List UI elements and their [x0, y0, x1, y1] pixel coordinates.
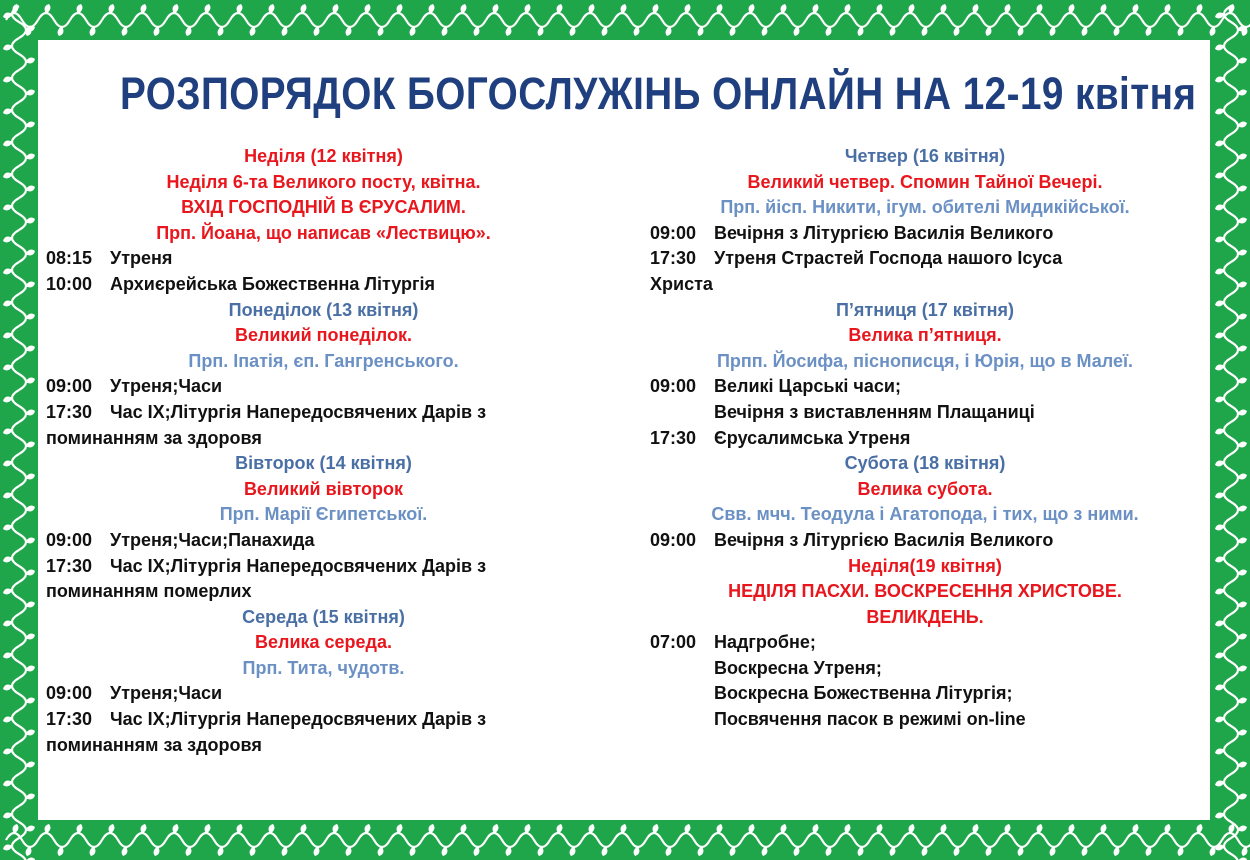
leaf-ornament — [3, 614, 35, 646]
leaf-ornament — [3, 774, 35, 806]
service-name: Час ІХ;Літургія Напередосвячених Дарів з — [110, 555, 487, 576]
service-name: Вечірня з Літургією Василія Великого — [714, 529, 1054, 550]
saint-commemoration: Прпп. Йосифа, піснописця, і Юрія, що в Малеї. — [716, 350, 1134, 371]
leaf-ornament — [390, 4, 422, 36]
service-time: 08:15 — [46, 248, 93, 269]
leaf-ornament — [998, 824, 1030, 856]
service-entry — [650, 630, 1200, 656]
leaf-ornament — [1215, 198, 1247, 230]
service-name: Утреня;Часи;Панахида — [110, 529, 315, 550]
service-name: Великі Царські часи; — [714, 376, 901, 397]
leaf-ornament — [678, 824, 710, 856]
service-entry — [46, 400, 601, 426]
service-name-continued: поминанням за здоровя — [46, 427, 262, 448]
leaf-ornament — [1215, 710, 1247, 742]
service-name-continued: Христа — [650, 273, 713, 294]
leaf-ornament — [1215, 102, 1247, 134]
content-panel — [38, 40, 1210, 820]
service-entry — [650, 528, 1200, 554]
leaf-ornament — [3, 742, 35, 774]
service-time: 09:00 — [650, 376, 697, 397]
leaf-ornament — [678, 4, 710, 36]
leaf-ornament — [902, 4, 934, 36]
service-time: 09:00 — [46, 376, 93, 397]
service-name: Єрусалимська Утреня — [714, 427, 911, 448]
leaf-ornament — [1094, 824, 1126, 856]
day-heading: Четвер (16 квітня) — [844, 146, 1006, 166]
feast-name: Велика середа. — [255, 632, 392, 653]
service-name-continued: поминанням померлих — [46, 581, 252, 602]
leaf-ornament — [582, 4, 614, 36]
leaf-ornament — [1062, 4, 1094, 36]
leaf-ornament — [1158, 824, 1190, 856]
leaf-ornament — [230, 4, 262, 36]
leaf-ornament — [3, 166, 35, 198]
leaf-ornament — [166, 4, 198, 36]
leaf-ornament — [582, 824, 614, 856]
saint-commemoration: Прп. Іпатія, єп. Гангренського. — [188, 350, 459, 371]
leaf-ornament — [70, 4, 102, 36]
service-entry — [46, 681, 601, 707]
leaf-ornament — [102, 824, 134, 856]
leaf-ornament — [3, 646, 35, 678]
leaf-ornament — [1215, 358, 1247, 390]
service-time: 17:30 — [46, 709, 93, 730]
leaf-ornament — [1215, 134, 1247, 166]
leaf-ornament — [1215, 582, 1247, 614]
saint-commemoration: Прп. Марії Єгипетської. — [219, 504, 428, 525]
leaf-ornament — [1126, 4, 1158, 36]
leaf-ornament — [1215, 166, 1247, 198]
leaf-ornament — [1215, 294, 1247, 326]
leaf-ornament — [1215, 454, 1247, 486]
leaf-ornament — [486, 824, 518, 856]
service-name-continued: Воскресна Божественна Літургія; — [714, 683, 1013, 704]
leaf-ornament — [326, 4, 358, 36]
service-time: 09:00 — [46, 683, 93, 704]
service-time: 17:30 — [46, 401, 93, 422]
leaf-ornament — [3, 710, 35, 742]
leaf-ornament — [1215, 326, 1247, 358]
leaf-ornament — [1126, 824, 1158, 856]
leaf-ornament — [966, 4, 998, 36]
leaf-ornament — [166, 824, 198, 856]
leaf-ornament — [550, 4, 582, 36]
leaf-ornament — [3, 486, 35, 518]
leaf-ornament — [390, 824, 422, 856]
schedule-right-column — [650, 144, 1200, 733]
day-heading: Середа (15 квітня) — [242, 606, 405, 627]
day-heading: Неділя (12 квітня) — [244, 146, 403, 166]
feast-name: Велика п’ятниця. — [848, 325, 1002, 346]
service-time: 17:30 — [650, 427, 697, 448]
leaf-ornament — [454, 4, 486, 36]
leaf-ornament — [454, 824, 486, 856]
feast-name: ВЕЛИКДЕНЬ. — [866, 606, 984, 627]
leaf-ornament — [358, 4, 390, 36]
service-entry — [46, 707, 601, 733]
leaf-ornament — [38, 824, 70, 856]
leaf-ornament — [3, 582, 35, 614]
day-heading: Вівторок (14 квітня) — [235, 453, 412, 474]
leaf-ornament — [518, 824, 550, 856]
leaf-ornament — [742, 824, 774, 856]
service-name: Час ІХ;Літургія Напередосвячених Дарів з — [110, 401, 487, 422]
leaf-ornament — [262, 824, 294, 856]
service-name-continued: поминанням за здоровя — [46, 734, 262, 755]
leaf-ornament — [358, 824, 390, 856]
leaf-ornament — [294, 4, 326, 36]
service-entry — [46, 528, 601, 554]
leaf-ornament — [262, 4, 294, 36]
leaf-ornament — [326, 824, 358, 856]
service-name: Надгробне; — [714, 632, 816, 653]
leaf-ornament — [1215, 70, 1247, 102]
leaf-ornament — [1215, 230, 1247, 262]
leaf-ornament — [38, 4, 70, 36]
leaf-ornament — [3, 198, 35, 230]
leaf-ornament — [198, 4, 230, 36]
leaf-ornament — [870, 824, 902, 856]
leaf-ornament — [774, 824, 806, 856]
service-entry — [650, 246, 1200, 272]
leaf-ornament — [998, 4, 1030, 36]
leaf-ornament — [806, 4, 838, 36]
leaf-ornament — [1062, 824, 1094, 856]
service-name-continued: Воскресна Утреня; — [714, 657, 882, 678]
page-title: РОЗПОРЯДОК БОГОСЛУЖІНЬ ОНЛАЙН НА 12-19 квітня — [120, 68, 1197, 119]
leaf-ornament — [1158, 4, 1190, 36]
leaf-ornament — [838, 824, 870, 856]
leaf-ornament — [934, 4, 966, 36]
leaf-ornament — [1215, 486, 1247, 518]
leaf-ornament — [102, 4, 134, 36]
service-time: 09:00 — [650, 529, 697, 550]
leaf-ornament — [1190, 824, 1222, 856]
day-heading: Неділя(19 квітня) — [848, 555, 1002, 576]
leaf-ornament — [1215, 390, 1247, 422]
service-time: 17:30 — [46, 555, 93, 576]
leaf-ornament — [742, 4, 774, 36]
service-time: 09:00 — [46, 529, 93, 550]
leaf-ornament — [1215, 646, 1247, 678]
leaf-ornament — [422, 824, 454, 856]
leaf-ornament — [3, 326, 35, 358]
leaf-ornament — [934, 824, 966, 856]
schedule-left-column — [46, 144, 601, 758]
saint-commemoration: Прп. йісп. Никити, ігум. обителі Мидикійської. — [720, 197, 1130, 218]
saint-commemoration: Свв. мчч. Теодула і Агатопода, і тих, що з ними. — [711, 504, 1139, 525]
service-time: 07:00 — [650, 632, 697, 653]
leaf-ornament — [1215, 518, 1247, 550]
leaf-ornament — [230, 824, 262, 856]
service-name: Архиєрейська Божественна Літургія — [110, 273, 436, 294]
leaf-ornament — [902, 824, 934, 856]
leaf-ornament — [3, 422, 35, 454]
service-name-continued: Посвячення пасок в режимі on-line — [714, 709, 1026, 730]
leaf-ornament — [3, 454, 35, 486]
feast-name: Велика субота. — [857, 478, 993, 499]
service-entry — [650, 426, 1200, 452]
service-name: Час ІХ;Літургія Напередосвячених Дарів з — [110, 709, 487, 730]
leaf-ornament — [1215, 774, 1247, 806]
saint-commemoration: Прп. Йоана, що написав «Лествицю». — [156, 222, 491, 243]
service-entry — [46, 246, 601, 272]
service-name: Утреня;Часи — [110, 376, 223, 397]
leaf-ornament — [1215, 838, 1247, 860]
leaf-ornament — [6, 4, 38, 36]
service-entry — [46, 554, 601, 580]
service-name: Утреня — [110, 248, 173, 269]
leaf-ornament — [646, 824, 678, 856]
service-entry — [46, 374, 601, 400]
leaf-ornament — [646, 4, 678, 36]
feast-name: Великий вівторок — [243, 478, 404, 499]
feast-name: Великий четвер. Спомин Тайної Вечері. — [747, 171, 1103, 192]
service-time: 17:30 — [650, 248, 697, 269]
leaf-ornament — [3, 294, 35, 326]
leaf-ornament — [550, 824, 582, 856]
saint-commemoration: Прп. Тита, чудотв. — [242, 657, 405, 678]
leaf-ornament — [3, 806, 35, 838]
leaf-ornament — [3, 134, 35, 166]
service-name: Утреня;Часи — [110, 683, 223, 704]
day-heading: Понеділок (13 квітня) — [228, 299, 419, 320]
service-entry — [46, 272, 601, 298]
feast-name: Неділя 6-та Великого посту, квітна. — [166, 171, 481, 192]
leaf-ornament — [3, 230, 35, 262]
leaf-ornament — [422, 4, 454, 36]
leaf-ornament — [3, 358, 35, 390]
leaf-ornament — [1215, 550, 1247, 582]
leaf-ornament — [294, 824, 326, 856]
leaf-ornament — [134, 4, 166, 36]
leaf-ornament — [710, 824, 742, 856]
service-entry — [650, 221, 1200, 247]
feast-name: Великий понеділок. — [234, 325, 413, 346]
leaf-ornament — [1190, 4, 1222, 36]
leaf-ornament — [3, 70, 35, 102]
leaf-ornament — [1215, 614, 1247, 646]
service-time: 09:00 — [650, 222, 697, 243]
leaf-ornament — [1215, 422, 1247, 454]
leaf-ornament — [614, 824, 646, 856]
day-heading: Субота (18 квітня) — [844, 453, 1006, 474]
leaf-ornament — [198, 824, 230, 856]
leaf-ornament — [966, 824, 998, 856]
service-entry — [650, 374, 1200, 400]
service-time: 10:00 — [46, 273, 93, 294]
leaf-ornament — [486, 4, 518, 36]
leaf-ornament — [1215, 678, 1247, 710]
leaf-ornament — [3, 38, 35, 70]
leaf-ornament — [3, 390, 35, 422]
leaf-ornament — [3, 550, 35, 582]
leaf-ornament — [838, 4, 870, 36]
leaf-ornament — [70, 824, 102, 856]
leaf-ornament — [518, 4, 550, 36]
leaf-ornament — [1215, 742, 1247, 774]
leaf-ornament — [1030, 4, 1062, 36]
leaf-ornament — [3, 518, 35, 550]
leaf-ornament — [614, 4, 646, 36]
leaf-ornament — [774, 4, 806, 36]
feast-name: НЕДІЛЯ ПАСХИ. ВОСКРЕСЕННЯ ХРИСТОВЕ. — [728, 581, 1122, 602]
leaf-ornament — [870, 4, 902, 36]
leaf-ornament — [1030, 824, 1062, 856]
day-heading: П’ятниця (17 квітня) — [835, 299, 1015, 320]
service-name-continued: Вечірня з виставленням Плащаниці — [714, 401, 1035, 422]
leaf-ornament — [1215, 262, 1247, 294]
service-name: Вечірня з Літургією Василія Великого — [714, 222, 1054, 243]
leaf-ornament — [806, 824, 838, 856]
leaf-ornament — [1094, 4, 1126, 36]
leaf-ornament — [134, 824, 166, 856]
leaf-ornament — [1215, 38, 1247, 70]
service-name: Утреня Страстей Господа нашого Ісуса — [714, 248, 1063, 269]
leaf-ornament — [3, 262, 35, 294]
leaf-ornament — [3, 102, 35, 134]
leaf-ornament — [3, 678, 35, 710]
feast-name: ВХІД ГОСПОДНІЙ В ЄРУСАЛИМ. — [181, 197, 466, 218]
leaf-ornament — [710, 4, 742, 36]
